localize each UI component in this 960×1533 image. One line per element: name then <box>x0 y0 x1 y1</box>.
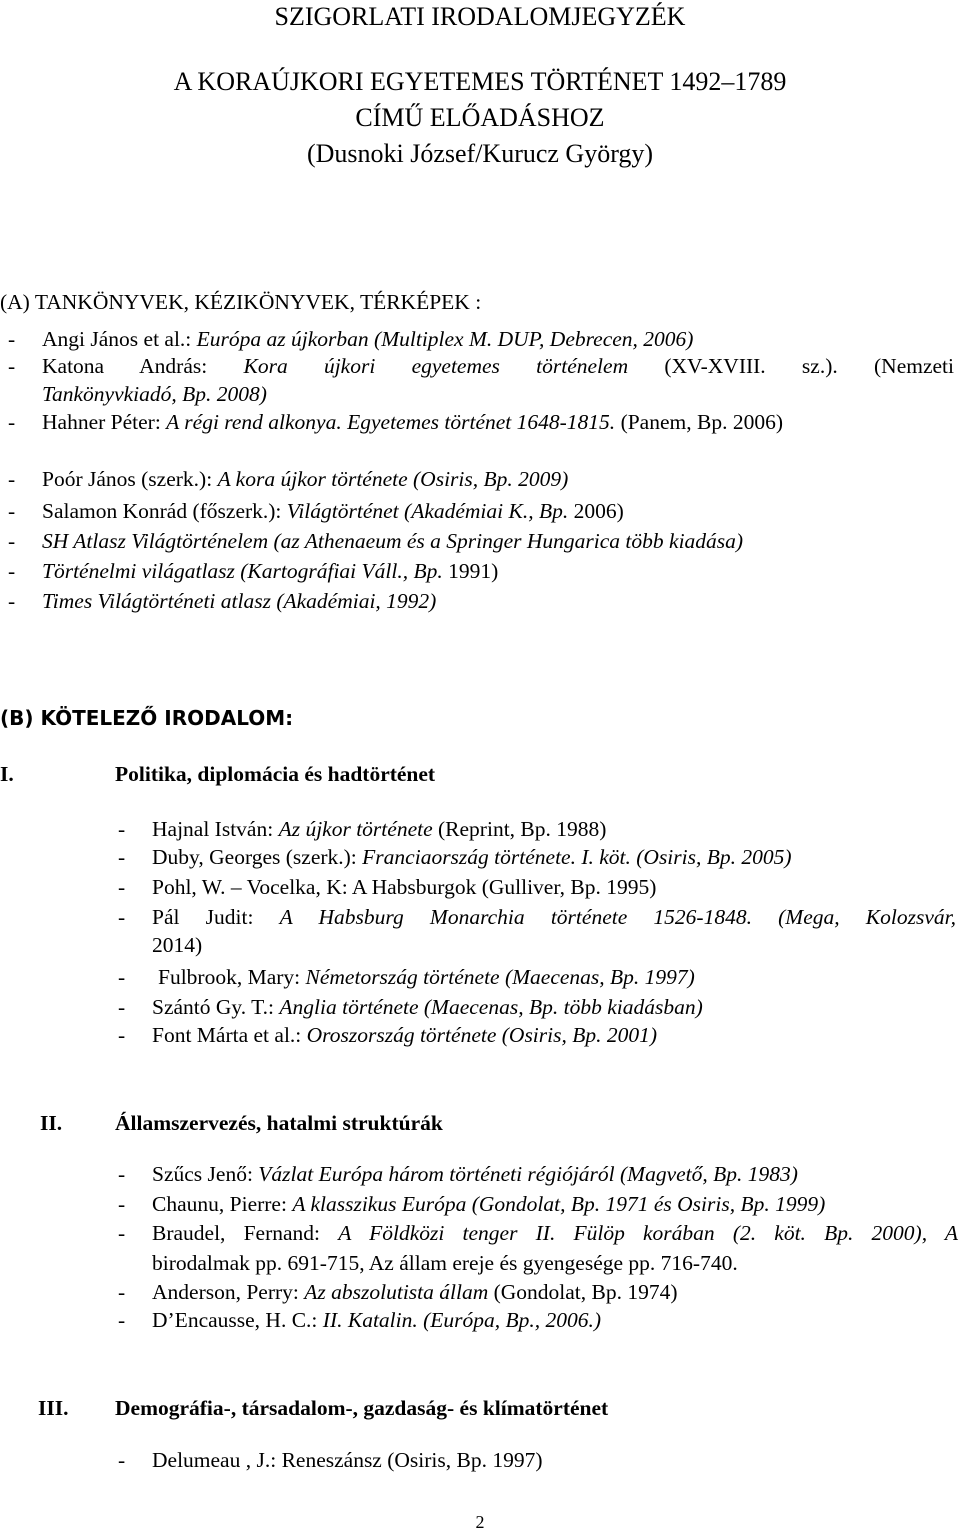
book-title: Az újkor története <box>278 817 433 841</box>
author: Szűcs Jenő: <box>152 1162 259 1186</box>
list-dash: - <box>8 589 16 613</box>
author: Poór János (szerk.): <box>42 467 218 491</box>
author: Font Márta et al.: <box>152 1023 307 1047</box>
list-dash: - <box>8 499 16 523</box>
author: Anderson, Perry: <box>152 1280 305 1304</box>
subsection-title: Demográfia-, társadalom-, gazdaság- és klímatörténet <box>115 1396 609 1420</box>
list-dash: - <box>118 1448 126 1472</box>
course-title: A KORAÚJKORI EGYETEMES TÖRTÉNET 1492–1789 <box>173 67 787 96</box>
book-details: (Gondolat, Bp. 1974) <box>488 1280 678 1304</box>
subsection-number: II. <box>40 1111 63 1135</box>
list-dash: - <box>8 410 16 434</box>
author: Hahner Péter: <box>42 410 167 434</box>
author: Szántó Gy. T.: <box>152 995 280 1019</box>
book-title: Történelmi világatlasz (Kartográfiai Váll., Bp. <box>42 559 443 583</box>
list-dash: - <box>118 1308 126 1332</box>
book-title: Oroszország története (Osiris, Bp. 2001) <box>306 1023 658 1047</box>
book-title: A klasszikus Európa (Gondolat, Bp. 1971 és Osiris, Bp. 1999) <box>292 1192 826 1216</box>
subsection-number: I. <box>0 762 14 786</box>
list-dash: - <box>8 354 16 378</box>
reference-text: Pohl, W. – Vocelka, K: A Habsburgok (Gulliver, Bp. 1995) <box>152 875 657 899</box>
list-dash: - <box>118 817 126 841</box>
list-dash: - <box>8 559 16 583</box>
reference-text: Delumeau , J.: Reneszánsz (Osiris, Bp. 1997) <box>152 1448 543 1472</box>
book-details: (Panem, Bp. 2006) <box>615 410 783 434</box>
book-details: 2006) <box>568 499 624 523</box>
list-dash: - <box>118 905 126 929</box>
book-title: A Földközi tenger II. Fülöp korában (2. köt. Bp. 2000), A <box>338 1221 958 1245</box>
list-dash: - <box>118 1192 126 1216</box>
book-title: A régi rend alkonya. Egyetemes történet 1648-1815. <box>166 410 616 434</box>
book-details-cont: 2014) <box>152 933 203 957</box>
book-title: Times Világtörténeti atlasz (Akadémiai, 1992) <box>42 589 437 613</box>
author: Hajnal István: <box>152 817 279 841</box>
book-details-cont: birodalmak pp. 691-715, Az állam ereje és gyengesége pp. 716-740. <box>152 1251 738 1275</box>
section-b-heading: (B) KÖTELEZŐ IRODALOM: <box>0 706 294 730</box>
author: Angi János et al.: <box>42 327 197 351</box>
page-number: 2 <box>475 1512 485 1532</box>
book-details: 1991) <box>442 559 499 583</box>
list-dash: - <box>118 1162 126 1186</box>
list-dash: - <box>118 965 126 989</box>
book-title: Európa az újkorban (Multiplex M. DUP, Debrecen, 2006) <box>196 327 694 351</box>
author: Duby, Georges (szerk.): <box>152 845 363 869</box>
list-dash: - <box>118 1023 126 1047</box>
author: Katona András: <box>42 354 244 378</box>
list-dash: - <box>118 1221 126 1245</box>
section-a-heading: (A) TANKÖNYVEK, KÉZIKÖNYVEK, TÉRKÉPEK : <box>0 290 482 314</box>
book-title: A kora újkor története (Osiris, Bp. 2009) <box>217 467 569 491</box>
book-details: (Reprint, Bp. 1988) <box>432 817 607 841</box>
list-dash: - <box>8 529 16 553</box>
book-details: (XV-XVIII. sz.). (Nemzeti <box>628 354 954 378</box>
list-dash: - <box>118 995 126 1019</box>
author: Salamon Konrád (főszerk.): <box>42 499 287 523</box>
author: Braudel, Fernand: <box>152 1221 339 1245</box>
author: Pál Judit: <box>152 905 280 929</box>
document-title: SZIGORLATI IRODALOMJEGYZÉK <box>274 2 686 31</box>
book-details-cont: Tankönyvkiadó, Bp. 2008) <box>42 382 267 406</box>
book-title: Anglia története (Maecenas, Bp. több kiadásban) <box>279 995 703 1019</box>
book-title: Franciaország története. I. köt. (Osiris, Bp. 2005) <box>362 845 792 869</box>
list-dash: - <box>118 1280 126 1304</box>
author: Fulbrook, Mary: <box>158 965 306 989</box>
book-title: Vázlat Európa három történeti régiójáról (Magvető, Bp. 1983) <box>258 1162 798 1186</box>
list-dash: - <box>118 875 126 899</box>
list-dash: - <box>118 845 126 869</box>
author: D’Encausse, H. C.: <box>152 1308 323 1332</box>
author: Chaunu, Pierre: <box>152 1192 293 1216</box>
book-title: Németország története (Maecenas, Bp. 1997) <box>305 965 695 989</box>
book-title: SH Atlasz Világtörténelem (az Athenaeum és a Springer Hungarica több kiadása) <box>42 529 744 553</box>
subsection-title: Államszervezés, hatalmi struktúrák <box>115 1111 443 1135</box>
course-subtitle: CÍMŰ ELŐADÁSHOZ <box>355 103 605 132</box>
subsection-title: Politika, diplomácia és hadtörténet <box>115 762 436 786</box>
list-dash: - <box>8 327 16 351</box>
subsection-number: III. <box>38 1396 69 1420</box>
book-title: A Habsburg Monarchia története 1526-1848. (Mega, Kolozsvár, <box>279 905 956 929</box>
lecturers: (Dusnoki József/Kurucz György) <box>306 139 654 168</box>
book-title: Világtörténet (Akadémiai K., Bp. <box>286 499 569 523</box>
book-title: Kora újkori egyetemes történelem <box>243 354 629 378</box>
book-title: II. Katalin. (Európa, Bp., 2006.) <box>322 1308 602 1332</box>
list-dash: - <box>8 467 16 491</box>
book-title: Az abszolutista állam <box>304 1280 489 1304</box>
